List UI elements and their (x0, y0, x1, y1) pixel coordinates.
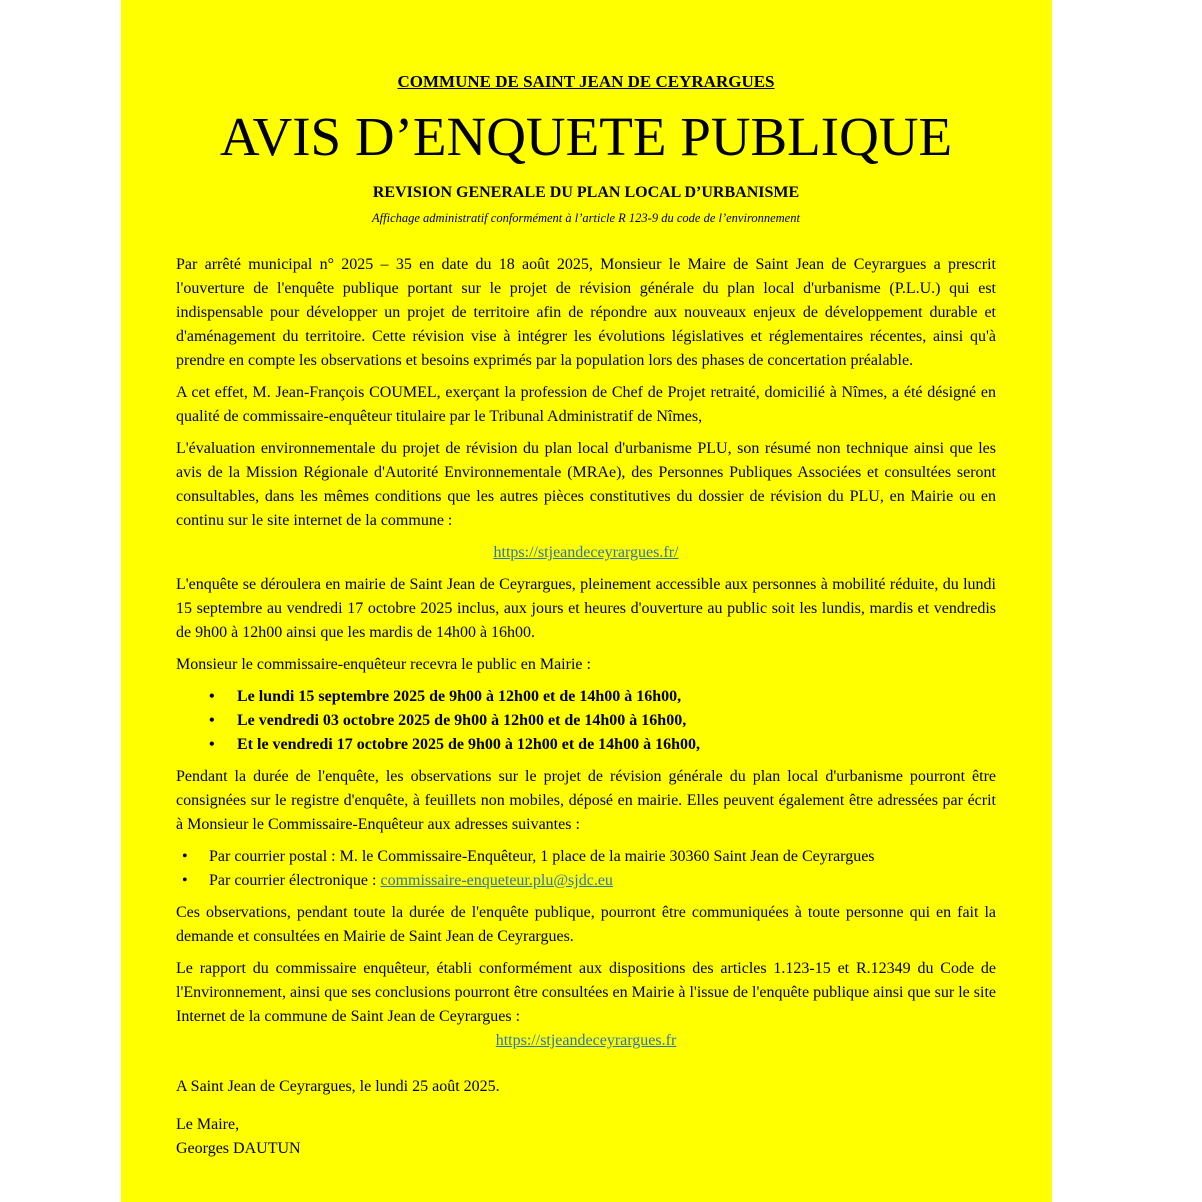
notice-body (176, 253, 996, 1169)
page-title: AVIS D’ENQUETE PUBLIQUE (219, 106, 953, 167)
list-item (176, 733, 996, 757)
paragraph-deroulement: L'enquête se déroulera en mairie de Saint Jean de Ceyrargues, pleinement accessible aux personnes à mobilité réduite, du lundi 15 septembre au vendredi 17 octobre 2025 inclus, aux jours et heures d'ouverture au public soit les lundis, mardis et vendredis de 9h00 à 12h00 ainsi que les mardis de 14h00 à 16h00. (176, 576, 996, 641)
permanence-text: Le lundi 15 septembre 2025 de 9h00 à 12h00 et de 14h00 à 16h00, (237, 688, 682, 705)
contacts-list (176, 845, 996, 893)
paragraph-evaluation: L'évaluation environnementale du projet de révision du plan local d'urbanisme PLU, son résumé non technique ainsi que les avis de la Mission Régionale d'Autorité Environnementale (MRAe), des Personnes Publiques Associées et consultées seront consultables, dans les mêmes conditions que les autres pièces constitutives du dossier de révision du PLU, en Mairie ou en continu sur le site internet de la commune : (176, 440, 996, 529)
bullet-icon: • (182, 848, 188, 865)
permanences-list (176, 685, 996, 757)
bullet-icon: • (209, 688, 215, 705)
bullet-icon: • (182, 872, 188, 889)
paragraph-rapport: Le rapport du commissaire enquêteur, établi conformément aux dispositions des articles 1.123-15 et R.12349 du Code de l'Environnement, ainsi que ses conclusions pourront être consultées en Mairie à l'issue de l'enquête publique ainsi que sur le site Internet de la commune de Saint Jean de Ceyrargues : (176, 960, 996, 1025)
permanence-text: Et le vendredi 17 octobre 2025 de 9h00 à 12h00 et de 14h00 à 16h00, (237, 736, 700, 753)
email-link[interactable]: commissaire-enqueteur.plu@sjdc.eu (380, 872, 613, 889)
list-item (176, 685, 996, 709)
list-item (176, 845, 996, 869)
signature-role: Le Maire, (176, 1116, 240, 1133)
paragraph-commissaire: A cet effet, M. Jean-François COUMEL, exerçant la profession de Chef de Projet retraité, domicilié à Nîmes, a été désigné en qualité de commissaire-enquêteur titulaire par le Tribunal Administratif de Nîmes, (176, 384, 996, 425)
bullet-icon: • (209, 712, 215, 729)
list-item (176, 869, 996, 893)
website-link-paragraph (176, 541, 996, 565)
signature-date: A Saint Jean de Ceyrargues, le lundi 25 août 2025. (176, 1078, 500, 1095)
paragraph-observations: Pendant la durée de l'enquête, les observations sur le projet de révision générale du plan local d'urbanisme pourront être consignées sur le registre d'enquête, à feuillets non mobiles, déposé en mairie. Elles peuvent également être adressées par écrit à Monsieur le Commissaire-Enquêteur aux adresses suivantes : (176, 768, 996, 833)
list-item (176, 709, 996, 733)
paragraph-arrete: Par arrêté municipal n° 2025 – 35 en date du 18 août 2025, Monsieur le Maire de Saint Jean de Ceyrargues a prescrit l'ouverture de l'enquête publique portant sur le projet de révision générale du plan local d'urbanisme (P.L.U.) qui est indispensable pour développer un projet de territoire afin de répondre aux nouveaux enjeux de développement durable et d'aménagement du territoire. Cette révision vise à intégrer les évolutions législatives et réglementaires récentes, ainsi qu'à prendre en compte les observations et besoins exprimés par la population lors des phases de concertation préalable. (176, 256, 996, 369)
email-label: Par courrier électronique : (209, 872, 381, 889)
website-link-2[interactable]: https://stjeandeceyrargues.fr (495, 1032, 677, 1049)
notice-page (121, 0, 1052, 1202)
paragraph-reception: Monsieur le commissaire-enquêteur recevra le public en Mairie : (176, 656, 591, 673)
website-link-paragraph-2 (176, 1029, 996, 1053)
bullet-icon: • (209, 736, 215, 753)
subtitle: REVISION GENERALE DU PLAN LOCAL D’URBANISME (372, 184, 800, 201)
paragraph-communication: Ces observations, pendant toute la durée de l'enquête publique, pourront être communiquées à toute personne qui en fait la demande et consultées en Mairie de Saint Jean de Ceyrargues. (176, 904, 996, 945)
affichage-note: Affichage administratif conformément à l’article R 123-9 du code de l’environnement (372, 211, 800, 225)
permanence-text: Le vendredi 03 octobre 2025 de 9h00 à 12h00 et de 14h00 à 16h00, (237, 712, 687, 729)
commune-heading: COMMUNE DE SAINT JEAN DE CEYRARGUES (397, 72, 775, 91)
website-link[interactable]: https://stjeandeceyrargues.fr/ (493, 544, 679, 561)
signature-name: Georges DAUTUN (176, 1140, 301, 1157)
postal-contact: Par courrier postal : M. le Commissaire-Enquêteur, 1 place de la mairie 30360 Saint Jean de Ceyrargues (209, 848, 875, 865)
